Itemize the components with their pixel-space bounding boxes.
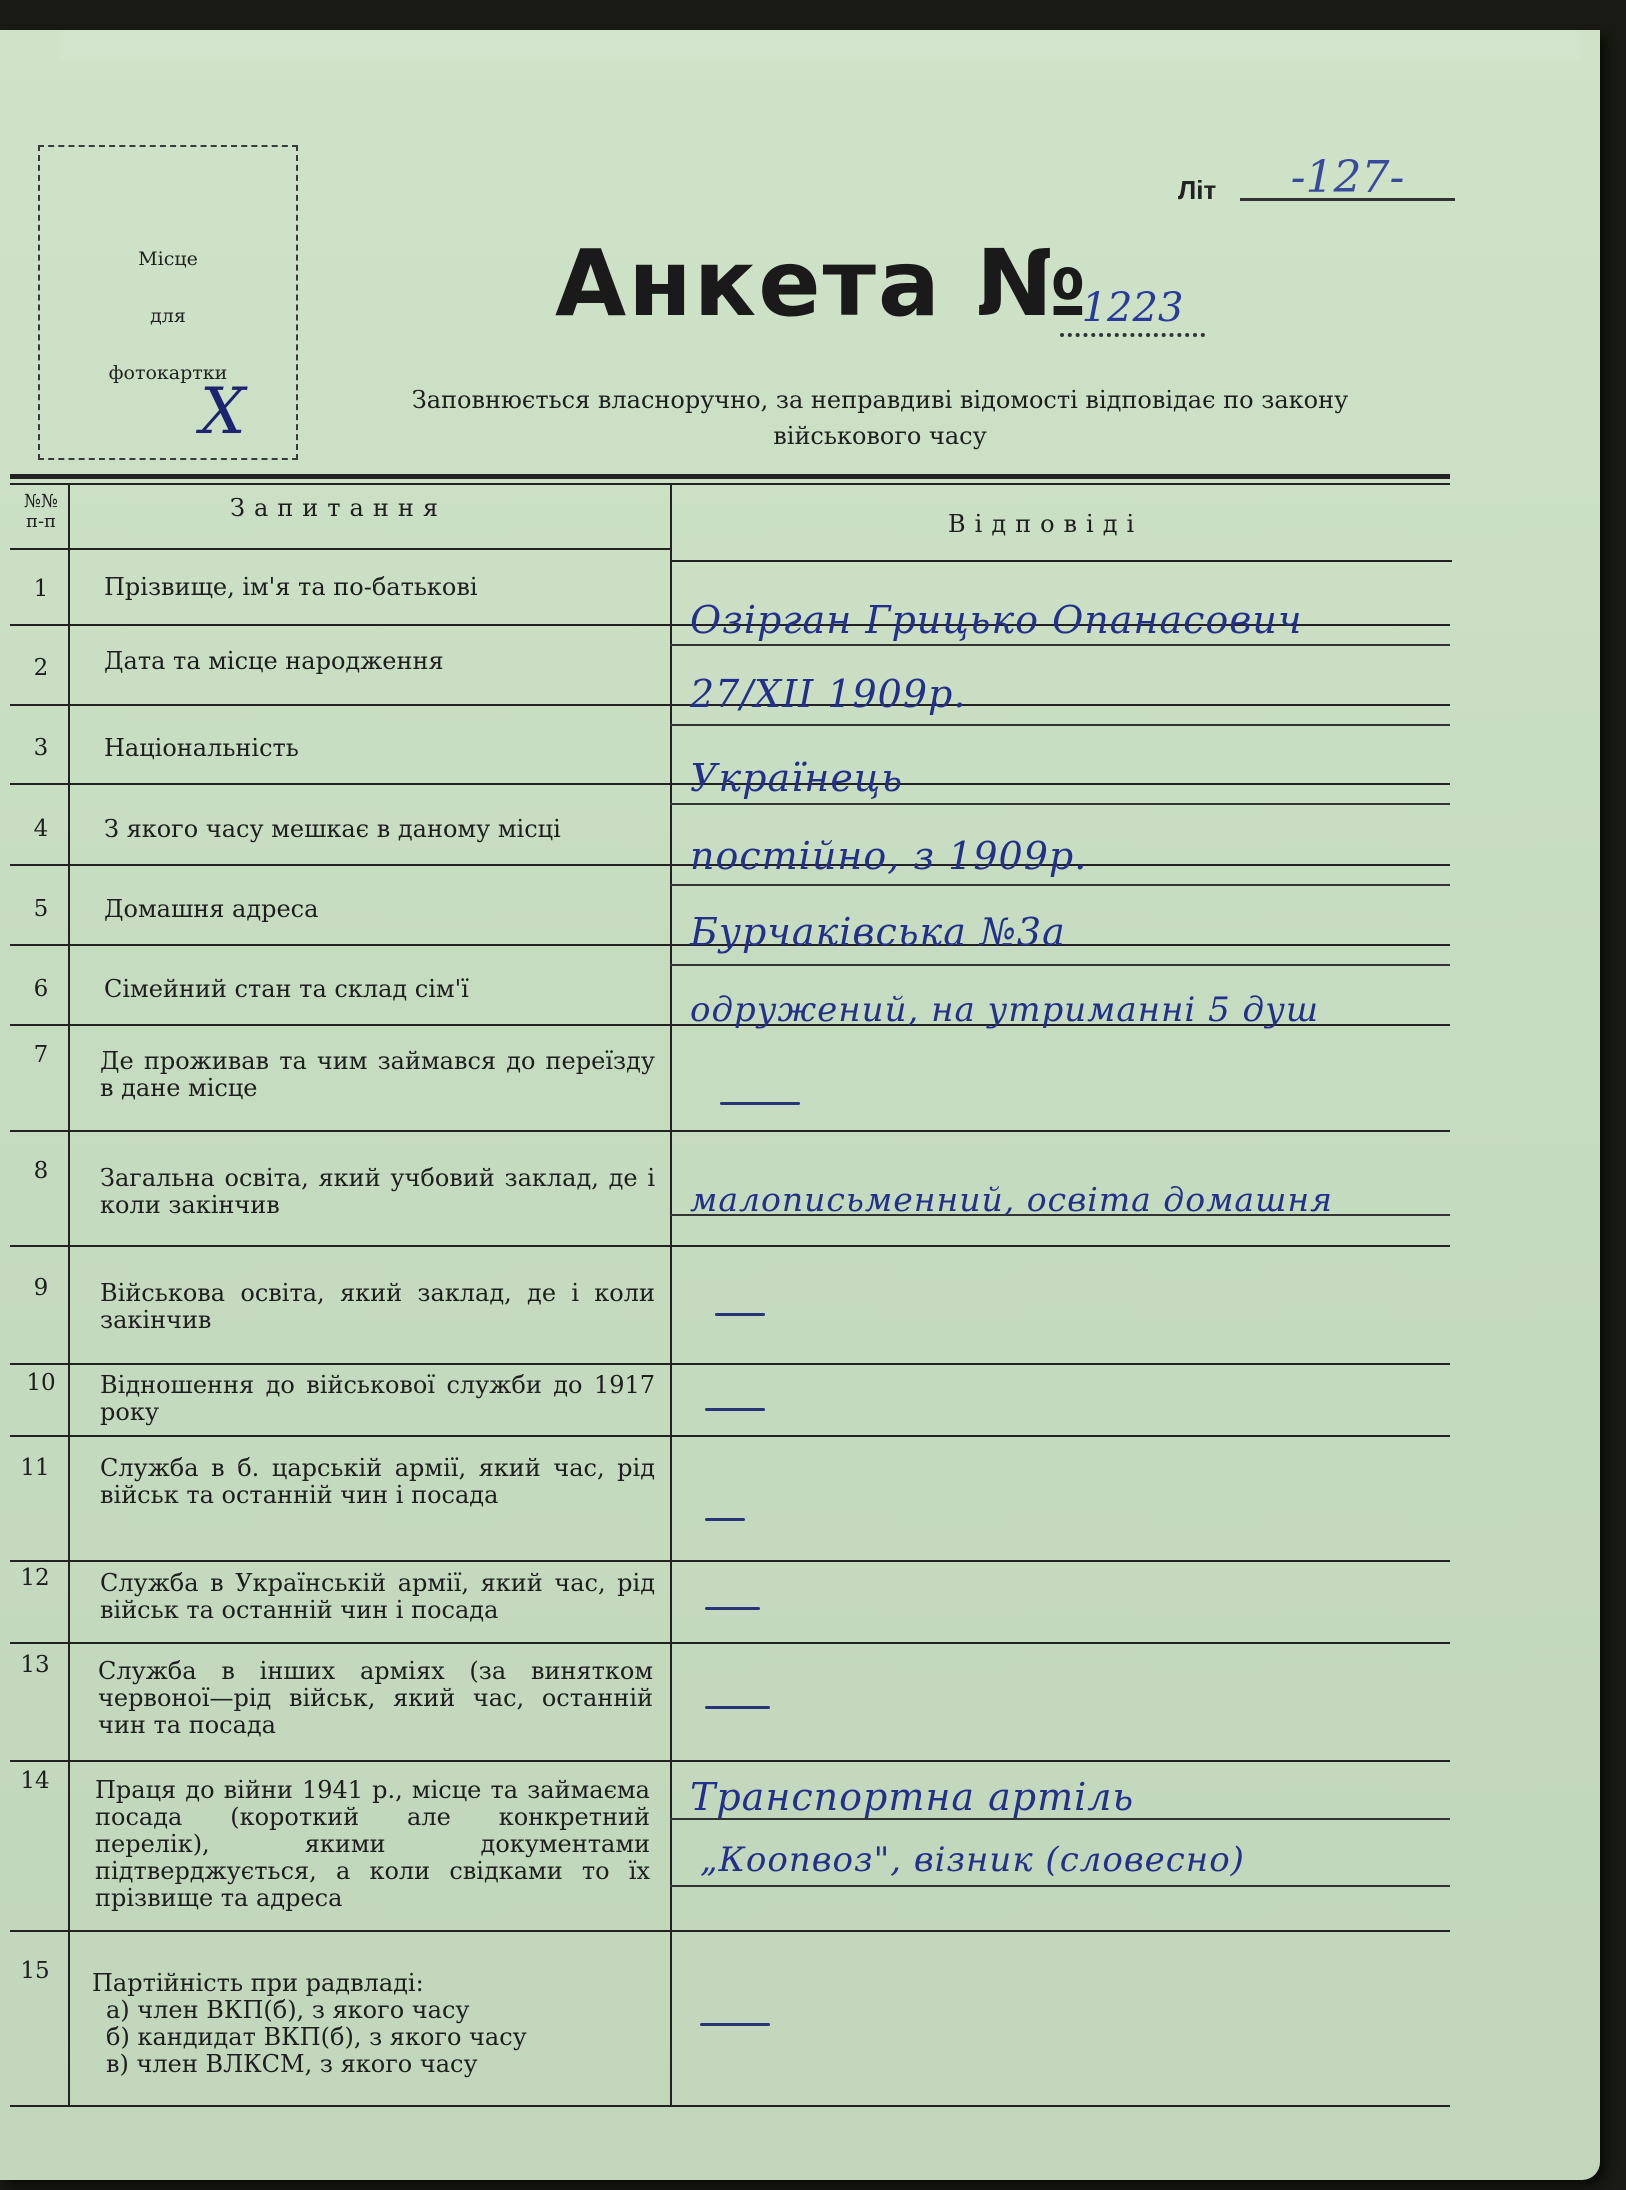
form-title: Анкета №	[555, 230, 1089, 337]
row-14-question: Праця до війни 1941 р., місце та займаєма посада (короткий але конкретний перелік), якими документами підтверджується, а коли свідками то їх прізвище та адреса	[95, 1776, 650, 1912]
header-num-column: №№ п-п	[23, 491, 59, 532]
row-4-number: 4	[33, 816, 49, 842]
lit-value: -127-	[1240, 152, 1455, 201]
row-5-number: 5	[33, 896, 49, 922]
answer-underline	[670, 803, 1450, 805]
row-6-answer: одружений, на утриманні 5 душ	[690, 990, 1320, 1030]
row-15-answer-dash	[700, 2023, 770, 2026]
photo-box-line-1: Місце	[138, 248, 198, 270]
answer-underline	[670, 644, 1450, 646]
row-3-question: Національність	[104, 734, 299, 762]
form-number: 1223	[1060, 285, 1205, 337]
row-13-answer-dash	[705, 1706, 770, 1709]
answer-underline	[670, 964, 1450, 966]
row-11-number: 11	[20, 1455, 50, 1481]
form-subtitle	[330, 382, 1430, 454]
table-top-rule-thin	[10, 483, 1450, 485]
photo-handwritten-mark: Х	[200, 375, 246, 449]
row-separator	[10, 1435, 1450, 1437]
row-2-number: 2	[33, 655, 49, 681]
row-13-question: Служба в інших арміях (за винятком червоної—рід військ, який час, останній чин та посада	[98, 1657, 653, 1739]
row-15-question-line-1: Партійність при радвладі:	[92, 1969, 424, 1997]
header-question-column: Запитання	[230, 494, 447, 522]
row-1-number: 1	[33, 576, 49, 602]
header-answer-column: Відповіді	[948, 510, 1144, 538]
table-top-rule	[10, 474, 1450, 479]
row-separator	[10, 1760, 1450, 1762]
row-3-number: 3	[33, 735, 49, 761]
row-9-answer-dash	[715, 1313, 765, 1316]
row-15-question	[92, 1970, 652, 2078]
subtitle-line-2: військового часу	[773, 422, 987, 450]
row-7-number: 7	[33, 1042, 49, 1068]
row-14-number: 14	[20, 1768, 50, 1794]
row-10-question: Відношення до військової служби до 1917 року	[100, 1371, 655, 1426]
row-11-question: Служба в б. царській армії, який час, рід військ та останній чин і посада	[100, 1454, 655, 1509]
row-14-answer-line-2: „Коопвоз", візник (словесно)	[700, 1840, 1245, 1880]
row-1-question: Прізвище, ім'я та по-батькові	[104, 573, 478, 601]
answer-underline	[670, 724, 1450, 726]
row-separator	[10, 1560, 1450, 1562]
row-9-number: 9	[33, 1275, 49, 1301]
row-4-question: З якого часу мешкає в даному місці	[104, 815, 561, 843]
row-14-answer-line-1: Транспортна артіль	[690, 1775, 1135, 1819]
row-separator	[10, 2105, 1450, 2107]
row-15-question-line-2: а) член ВКП(б), з якого часу	[106, 1996, 470, 2024]
row-3-answer: Українець	[690, 756, 904, 800]
row-7-question: Де проживав та чим займався до переїзду в дане місце	[100, 1047, 655, 1102]
row-15-question-line-4: в) член ВЛКСМ, з якого часу	[106, 2050, 478, 2078]
subtitle-line-1: Заповнюється власноручно, за неправдиві відомості відповідає по закону	[411, 386, 1349, 414]
row-12-answer-dash	[705, 1607, 760, 1610]
photo-box-line-2: для	[150, 305, 186, 327]
answer-underline	[670, 884, 1450, 886]
row-15-question-line-3: б) кандидат ВКП(б), з якого часу	[106, 2023, 527, 2051]
header-bottom-right	[670, 560, 1452, 562]
row-8-number: 8	[33, 1158, 49, 1184]
row-12-question: Служба в Українській армії, який час, рід військ та останній чин і посада	[100, 1569, 655, 1624]
row-11-answer-dash	[705, 1518, 745, 1521]
row-2-answer: 27/XII 1909р.	[690, 672, 967, 716]
row-6-question: Сімейний стан та склад сім'ї	[104, 975, 469, 1003]
row-5-answer: Бурчаківська №3а	[690, 910, 1066, 954]
row-13-number: 13	[20, 1652, 50, 1678]
row-9-question: Військова освіта, який заклад, де і коли закінчив	[100, 1279, 655, 1334]
row-4-answer: постійно, з 1909р.	[690, 834, 1088, 878]
row-7-answer-dash	[720, 1102, 800, 1105]
form-page	[0, 30, 1600, 2180]
header-bottom-left	[10, 548, 670, 550]
row-8-question: Загальна освіта, який учбовий заклад, де і коли закінчив	[100, 1164, 655, 1219]
row-separator	[10, 1642, 1450, 1644]
answer-underline	[670, 1885, 1450, 1887]
row-6-number: 6	[33, 976, 49, 1002]
row-separator	[10, 1245, 1450, 1247]
row-separator	[10, 1130, 1450, 1132]
lit-label: Літ	[1178, 175, 1217, 205]
row-2-question: Дата та місце народження	[104, 647, 444, 675]
row-8-answer: малописьменний, освіта домашня	[690, 1180, 1333, 1219]
row-1-answer: Озірган Грицько Опанасович	[690, 598, 1303, 642]
photo-box-line-3: фотокартки	[108, 362, 228, 384]
row-separator	[10, 1930, 1450, 1932]
row-separator	[10, 1363, 1450, 1365]
photo-placeholder-box	[38, 145, 298, 460]
row-5-question: Домашня адреса	[104, 895, 319, 923]
row-10-answer-dash	[705, 1408, 765, 1411]
row-15-number: 15	[20, 1958, 50, 1984]
col-divider-num	[68, 485, 70, 2105]
row-12-number: 12	[20, 1565, 50, 1591]
top-edge-strip	[60, 30, 1580, 60]
col-divider-answer	[670, 485, 672, 2105]
row-10-number: 10	[26, 1370, 56, 1396]
